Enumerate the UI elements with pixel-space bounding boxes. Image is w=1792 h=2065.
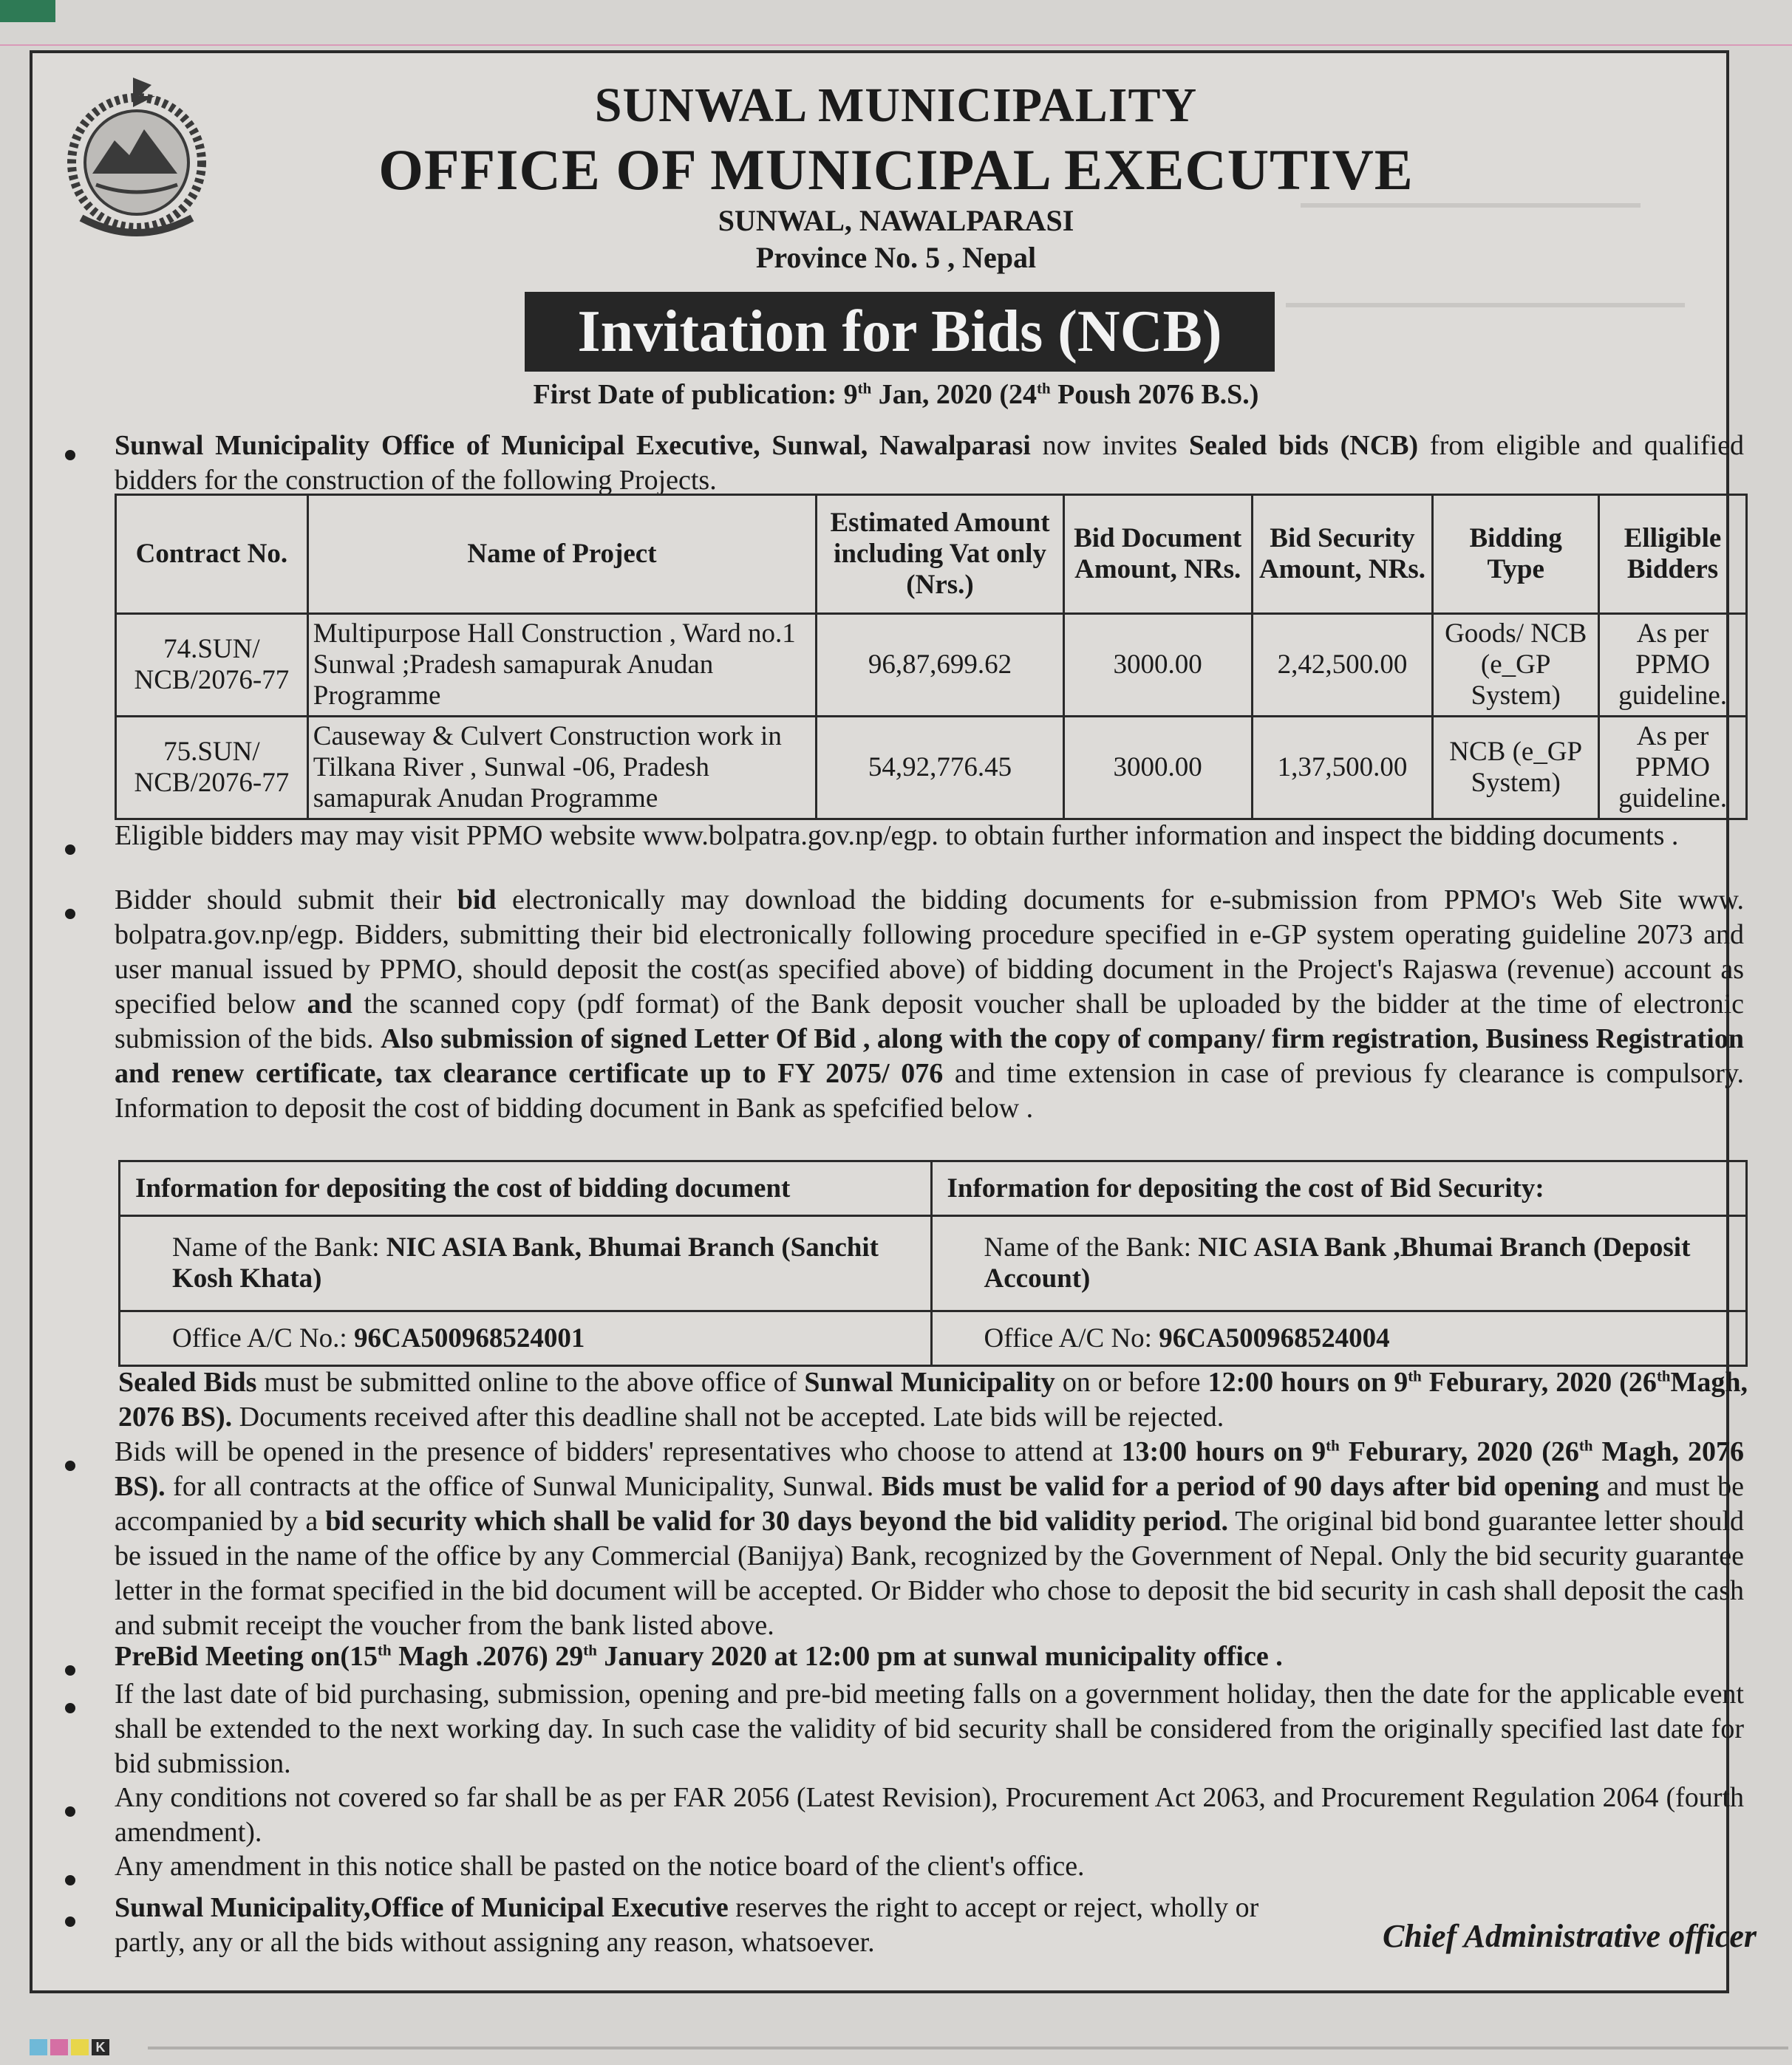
bullet-icon	[65, 450, 75, 460]
estimated-amount-cell: 54,92,776.45	[817, 717, 1064, 819]
header-bidding-type: Bidding Type	[1433, 495, 1599, 614]
municipality-name: SUNWAL MUNICIPALITY	[594, 78, 1198, 132]
header-bid-document-amount: Bid Document Amount, NRs.	[1063, 495, 1252, 614]
publication-date: First Date of publication: 9th Jan, 2020 (24th Poush 2076 B.S.)	[533, 379, 1259, 410]
table-row	[116, 717, 1747, 819]
black-swatch: K	[92, 2039, 109, 2055]
bid-security-bank-name: Name of the Bank: NIC ASIA Bank ,Bhumai Branch (Deposit Account)	[931, 1216, 1747, 1311]
bidding-type-cell: Goods/ NCB (e_GP System)	[1433, 614, 1599, 717]
bid-document-deposit-header: Information for depositing the cost of bidding document	[120, 1161, 932, 1216]
bid-document-amount-cell: 3000.00	[1063, 717, 1252, 819]
bottom-rule	[148, 2047, 1788, 2049]
bullet-icon	[65, 1461, 75, 1471]
color-calibration-bar	[30, 2039, 109, 2055]
green-registration-block	[0, 0, 55, 22]
project-name-cell: Multipurpose Hall Construction , Ward no.1 Sunwal ;Pradesh samapurak Anudan Programme	[307, 614, 816, 717]
bid-security-deposit-header: Information for depositing the cost of Bid Security:	[931, 1161, 1747, 1216]
contract-no-cell: 74.SUN/ NCB/2076-77	[116, 614, 308, 717]
bullet-icon	[65, 1665, 75, 1676]
header-project-name: Name of Project	[307, 495, 816, 614]
reserve-rights-paragraph: Sunwal Municipality,Office of Municipal Executive reserves the right to accept or reject, wholly or partly, any or all the bids without assigning any reason, whatsoever.	[115, 1892, 1259, 1958]
notice-title-banner: Invitation for Bids (NCB)	[525, 292, 1275, 372]
eligible-bidders-cell: As per PPMO guideline.	[1599, 717, 1747, 819]
top-rule	[0, 44, 1792, 46]
bullet-icon	[65, 909, 75, 919]
sealed-bids-paragraph: Sealed Bids must be submitted online to the above office of Sunwal Municipality on or before 12:00 hours on 9th Feburary, 2020 (26thMagh, 2076 BS). Documents received after this deadline shall not be accepted. Late bids will be rejected.	[118, 1367, 1748, 1433]
header-bid-security: Bid Security Amount, NRs.	[1252, 495, 1433, 614]
office-location: SUNWAL, NAWALPARASI	[718, 204, 1074, 237]
magenta-swatch	[50, 2039, 68, 2055]
eligible-bidders-cell: As per PPMO guideline.	[1599, 614, 1747, 717]
header-eligible-bidders: Elligible Bidders	[1599, 495, 1747, 614]
yellow-swatch	[71, 2039, 89, 2055]
bullet-icon	[65, 844, 75, 855]
holiday-paragraph: If the last date of bid purchasing, submission, opening and pre-bid meeting falls on a government holiday, then the date for the applicable event shall be extended to the next working day. In such case the validity of bid security shall be considered from the originally specified last date for bid submission.	[115, 1679, 1744, 1779]
contract-no-cell: 75.SUN/ NCB/2076-77	[116, 717, 308, 819]
bullet-icon	[65, 1703, 75, 1713]
province: Province No. 5 , Nepal	[755, 241, 1037, 274]
color-registration-strip	[0, 0, 1792, 22]
amendment-paragraph: Any amendment in this notice shall be pasted on the notice board of the client's office.	[115, 1851, 1085, 1882]
ppmo-visit-paragraph: Eligible bidders may may visit PPMO website www.bolpatra.gov.np/egp. to obtain further information and inspect the bidding documents .	[115, 820, 1679, 851]
table-row	[116, 614, 1747, 717]
bullet-icon	[65, 1875, 75, 1885]
intro-paragraph: Sunwal Municipality Office of Municipal Executive, Sunwal, Nawalparasi now invites Sealed bids (NCB) from eligible and qualified bidders for the construction of the following Projects.	[115, 430, 1744, 496]
header-contract-no: Contract No.	[116, 495, 308, 614]
bid-opening-paragraph: Bids will be opened in the presence of bidders' representatives who choose to attend at 13:00 hours on 9th Feburary, 2020 (26th Magh, 2076 BS). for all contracts at the office of Sunwal Municipality, Sunwal. Bids must be valid for a period of 90 days after bid opening and must be accompanied by a bid security which shall be valid for 30 days beyond the bid validity period. The original bid bond guarantee letter should be issued in the name of the office by any Commercial (Banijya) Bank, recognized by the Government of Nepal. Only the bid security guarantee letter in the format specified in the bid document will be accepted. Or Bidder who chose to deposit the bid security in cash shall deposit the cash and submit receipt the voucher from the bank listed above.	[115, 1436, 1745, 1641]
bullet-icon	[65, 1806, 75, 1817]
bid-security-cell: 1,37,500.00	[1252, 717, 1433, 819]
bullet-icon	[65, 1916, 75, 1927]
bidding-type-cell: NCB (e_GP System)	[1433, 717, 1599, 819]
bid-security-cell: 2,42,500.00	[1252, 614, 1433, 717]
e-submission-paragraph: Bidder should submit their bid electronically may download the bidding documents for e-submission from PPMO's Web Site www. bolpatra.gov.np/egp. Bidders, submitting their bid electronically following procedure specified in e-GP system operating guideline 2073 and user manual issued by PPMO, should deposit the cost(as specified above) of bidding document in the Project's Rajaswa (revenue) account as specified below and the scanned copy (pdf format) of the Bank deposit voucher shall be uploaded by the bidder at the time of electronic submission of the bids. Also submission of signed Letter Of Bid , along with the copy of company/ firm registration, Business Registration and renew certificate, tax clearance certificate up to FY 2075/ 076 and time extension in case of previous fy clearance is compulsory. Information to deposit the cost of bidding document in Bank as spefcified below .	[115, 884, 1744, 1124]
bid-document-amount-cell: 3000.00	[1063, 614, 1252, 717]
bid-security-account-no: Office A/C No: 96CA500968524004	[931, 1311, 1747, 1366]
far-paragraph: Any conditions not covered so far shall be as per FAR 2056 (Latest Revision), Procurement Act 2063, and Procurement Regulation 2064 (fourth amendment).	[115, 1782, 1744, 1848]
bid-document-account-no: Office A/C No.: 96CA500968524001	[120, 1311, 932, 1366]
estimated-amount-cell: 96,87,699.62	[817, 614, 1064, 717]
prebid-meeting-paragraph: PreBid Meeting on(15th Magh .2076) 29th January 2020 at 12:00 pm at sunwal municipality office .	[115, 1641, 1283, 1672]
bid-document-bank-name: Name of the Bank: NIC ASIA Bank, Bhumai Branch (Sanchit Kosh Khata)	[120, 1216, 932, 1311]
bank-deposit-table	[118, 1160, 1748, 1367]
projects-table	[115, 494, 1748, 820]
office-name: OFFICE OF MUNICIPAL EXECUTIVE	[378, 137, 1414, 202]
project-name-cell: Causeway & Culvert Construction work in Tilkana River , Sunwal -06, Pradesh samapurak Anudan Programme	[307, 717, 816, 819]
header-estimated-amount: Estimated Amount including Vat only (Nrs.)	[817, 495, 1064, 614]
cyan-swatch	[30, 2039, 47, 2055]
table-header-row	[116, 495, 1747, 614]
signature-title: Chief Administrative officer	[1383, 1918, 1757, 1954]
